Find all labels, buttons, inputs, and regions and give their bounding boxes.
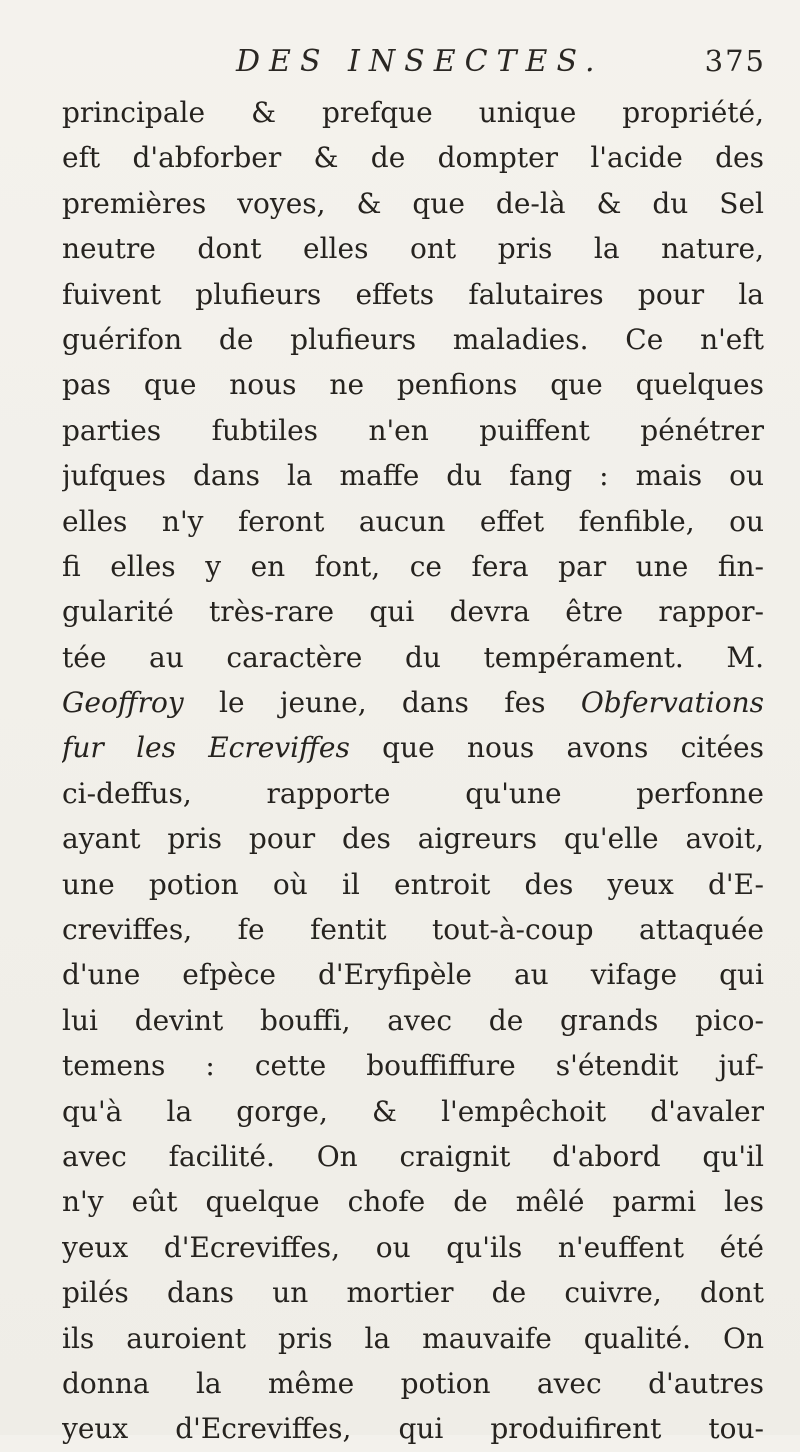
text-line: ayant pris pour des aigreurs qu'elle avoit, bbox=[62, 822, 764, 856]
text-line: n'y eût quelque chofe de mêlé parmi les bbox=[62, 1185, 764, 1219]
text-line: donna la même potion avec d'autres bbox=[62, 1366, 764, 1400]
text-line: ils auroient pris la mauvaife qualité. On bbox=[62, 1321, 764, 1355]
text-line-mixed bbox=[62, 680, 764, 725]
text-run: le jeune, dans fes bbox=[183, 686, 581, 720]
text-line: jufques dans la maffe du fang : mais ou bbox=[62, 459, 764, 493]
text-line: guérifon de plufieurs maladies. Ce n'eft bbox=[62, 322, 764, 356]
text-line: eft d'abforber & de dompter l'acide des bbox=[62, 141, 764, 175]
running-head-title: DES INSECTES. bbox=[236, 44, 604, 79]
text-line: fuivent plufieurs effets falutaires pour la bbox=[62, 277, 764, 311]
author-name: Geoffroy bbox=[62, 686, 184, 720]
text-line: qu'à la gorge, & l'empêchoit d'avaler bbox=[62, 1094, 764, 1128]
text-line: une potion où il entroit des yeux d'E- bbox=[62, 867, 764, 901]
text-line: tée au caractère du tempérament. M. bbox=[62, 640, 764, 674]
text-line: pas que nous ne penfions que quelques bbox=[62, 368, 764, 402]
text-line: fi elles y en font, ce fera par une fin- bbox=[62, 549, 764, 583]
body-text bbox=[62, 90, 764, 1452]
text-line: lui devint bouffi, avec de grands pico- bbox=[62, 1003, 764, 1037]
work-title-cont: fur les Ecreviffes bbox=[62, 731, 350, 765]
text-line: pilés dans un mortier de cuivre, dont bbox=[62, 1276, 764, 1310]
text-line: parties fubtiles n'en puiffent pénétrer bbox=[62, 413, 764, 447]
text-line: yeux d'Ecreviffes, ou qu'ils n'euffent été bbox=[62, 1230, 764, 1264]
work-title: Obfervations bbox=[580, 686, 764, 720]
text-line: principale & prefque unique propriété, bbox=[62, 96, 764, 129]
text-line: yeux d'Ecreviffes, qui produifirent tou- bbox=[62, 1412, 764, 1446]
text-line: gularité très-rare qui devra être rappor- bbox=[62, 595, 764, 629]
running-head bbox=[236, 44, 766, 84]
text-line: ci-deffus, rapporte qu'une perfonne bbox=[62, 776, 764, 810]
text-line: temens : cette bouffiffure s'étendit juf- bbox=[62, 1049, 764, 1083]
page-number: 375 bbox=[704, 44, 766, 78]
text-line-mixed bbox=[62, 725, 764, 770]
text-line: creviffes, fe fentit tout-à-coup attaquée bbox=[62, 913, 764, 947]
text-line: premières voyes, & que de-là & du Sel bbox=[62, 186, 764, 220]
text-run: que nous avons citées bbox=[349, 731, 764, 765]
text-line: d'une efpèce d'Eryfipèle au vifage qui bbox=[62, 958, 764, 992]
text-line: neutre dont elles ont pris la nature, bbox=[62, 232, 764, 266]
text-line: avec facilité. On craignit d'abord qu'il bbox=[62, 1139, 764, 1173]
text-line: elles n'y feront aucun effet fenfible, ou bbox=[62, 504, 764, 538]
